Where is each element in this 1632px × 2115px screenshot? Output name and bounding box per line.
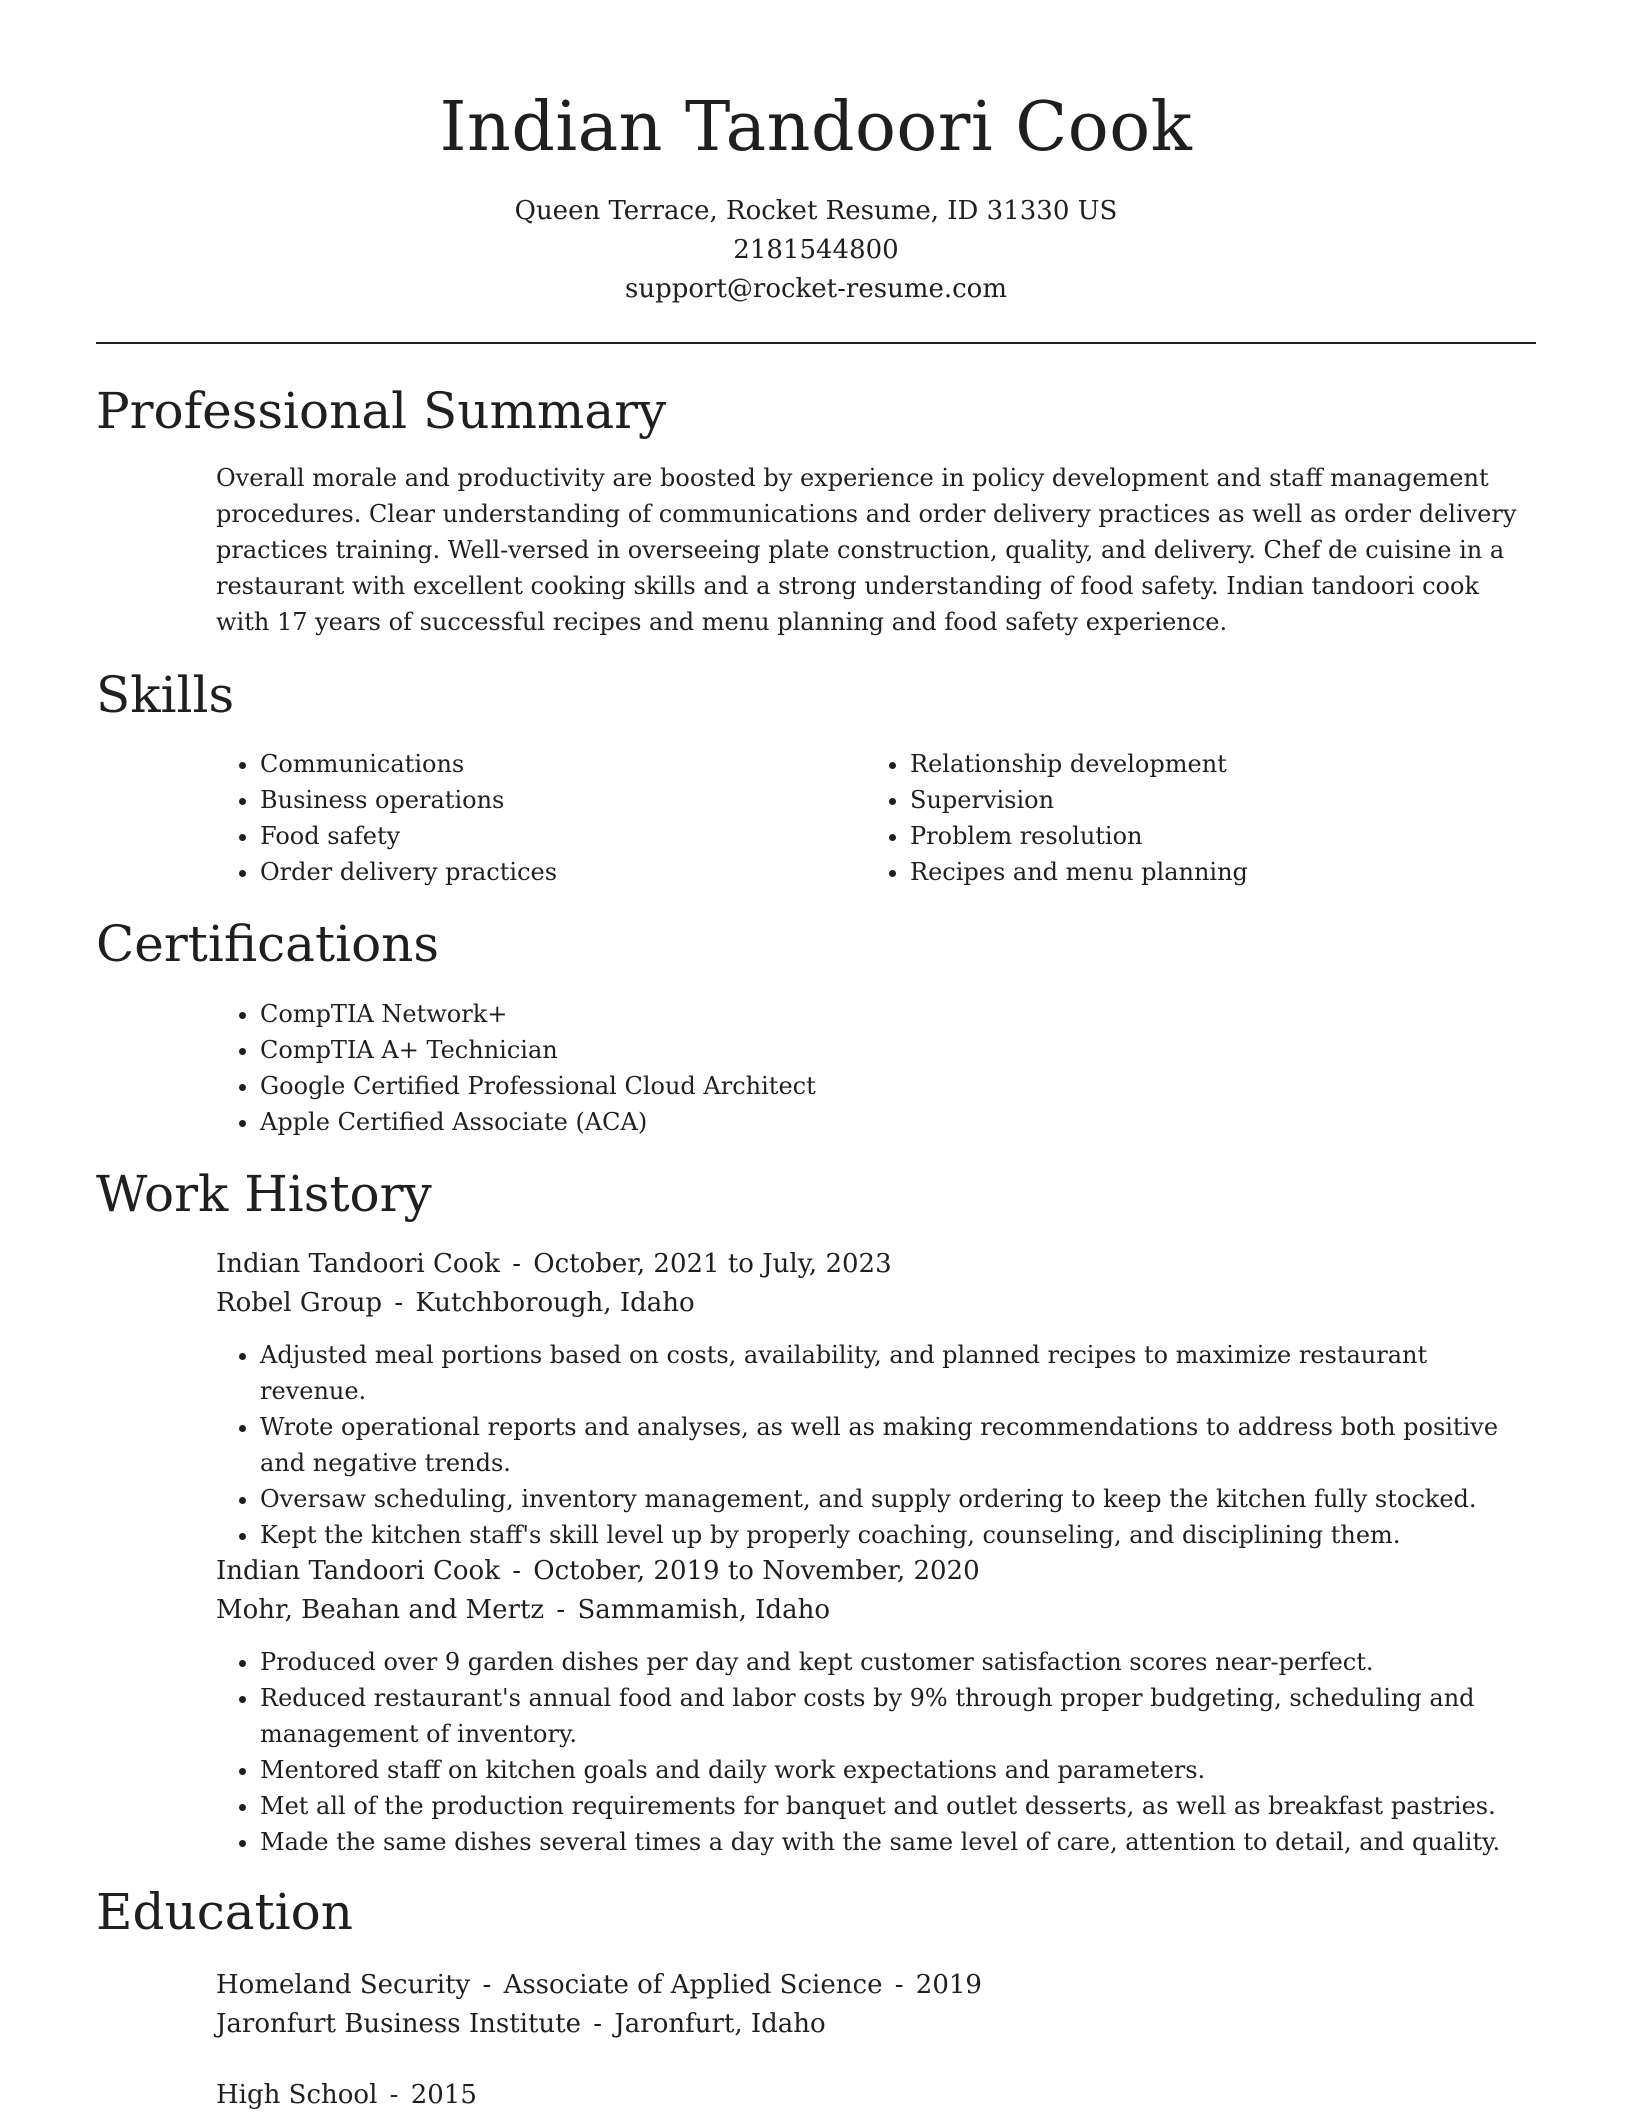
job-bullet: • Produced over 9 garden dishes per day and kept customer satisfaction scores near-perfect. xyxy=(260,1644,1536,1680)
job-entry xyxy=(216,1245,1536,1553)
skill-item: • Communications xyxy=(260,746,866,782)
summary-text: Overall morale and productivity are boosted by experience in policy development and staff management procedures. Clear understanding of communications and order delivery practices as well as order delivery practices training. Well-versed in overseeing plate construction, quality, and delivery. Chef de cuisine in a restaurant with excellent cooking skills and a strong understanding of food safety. Indian tandoori cook with 17 years of successful recipes and menu planning and food safety experience. xyxy=(216,464,1517,636)
job-dates: October, 2021 to July, 2023 xyxy=(533,1249,892,1279)
certification-item: • Apple Certified Associate (ACA) xyxy=(260,1104,1536,1140)
job-bullet: • Adjusted meal portions based on costs, availability, and planned recipes to maximize restaurant revenue. xyxy=(260,1337,1536,1409)
resume-header xyxy=(0,78,1632,309)
job-location: Sammamish, Idaho xyxy=(577,1595,830,1625)
job-company: Robel Group xyxy=(216,1288,383,1318)
education-school: Jaronfurt Business Institute xyxy=(216,2009,582,2039)
education-entry xyxy=(216,1966,1536,2044)
job-bullet: • Mentored staff on kitchen goals and daily work expectations and parameters. xyxy=(260,1752,1536,1788)
job-bullets xyxy=(216,1644,1536,1860)
job-bullet: • Wrote operational reports and analyses, as well as making recommendations to address both positive and negative trends. xyxy=(260,1409,1536,1481)
education-degree: Associate of Applied Science xyxy=(503,1970,883,2000)
education-field: Homeland Security xyxy=(216,1970,471,2000)
section-title-work-history: Work History xyxy=(96,1165,432,1223)
skills-column-left xyxy=(216,746,866,890)
address: Queen Terrace, Rocket Resume, ID 31330 US xyxy=(514,196,1118,226)
education-degree-line: Homeland Security - Associate of Applied Science - 2019 xyxy=(216,1970,982,2000)
skills-section xyxy=(216,746,1536,890)
job-bullet: • Oversaw scheduling, inventory management, and supply ordering to keep the kitchen fully stocked. xyxy=(260,1481,1536,1517)
certification-item: • CompTIA Network+ xyxy=(260,996,1536,1032)
education-degree-line: High School - 2015 xyxy=(216,2080,477,2110)
job-position: Indian Tandoori Cook xyxy=(216,1249,500,1279)
job-title-line: Indian Tandoori Cook - October, 2021 to July, 2023 xyxy=(216,1249,892,1279)
job-company: Mohr, Beahan and Mertz xyxy=(216,1595,545,1625)
certification-item: • Google Certified Professional Cloud Architect xyxy=(260,1068,1536,1104)
section-title-summary: Professional Summary xyxy=(96,382,667,440)
section-title-certifications: Certifications xyxy=(96,915,440,973)
job-bullet: • Kept the kitchen staff's skill level up by properly coaching, counseling, and disciplining them. xyxy=(260,1517,1536,1553)
certifications-section xyxy=(216,996,1536,1140)
skill-item: • Food safety xyxy=(260,818,866,854)
header-divider xyxy=(96,342,1536,344)
section-title-education: Education xyxy=(96,1883,353,1941)
job-location: Kutchborough, Idaho xyxy=(415,1288,695,1318)
skill-item: • Recipes and menu planning xyxy=(910,854,1516,890)
education-school-line: Jaronfurt Business Institute - Jaronfurt, Idaho xyxy=(216,2009,826,2039)
certification-item: • CompTIA A+ Technician xyxy=(260,1032,1536,1068)
job-dates: October, 2019 to November, 2020 xyxy=(533,1556,980,1586)
education-year: 2015 xyxy=(410,2080,477,2110)
contact-info xyxy=(0,192,1632,309)
job-bullets xyxy=(216,1337,1536,1553)
job-company-line: Mohr, Beahan and Mertz - Sammamish, Idaho xyxy=(216,1595,830,1625)
education-year: 2019 xyxy=(915,1970,982,2000)
phone: 2181544800 xyxy=(733,235,899,265)
skill-item: • Order delivery practices xyxy=(260,854,866,890)
section-title-skills: Skills xyxy=(96,666,235,724)
job-bullet: • Made the same dishes several times a day with the same level of care, attention to detail, and quality. xyxy=(260,1824,1536,1860)
job-title-line: Indian Tandoori Cook - October, 2019 to November, 2020 xyxy=(216,1556,980,1586)
education-field: High School xyxy=(216,2080,378,2110)
education-location: Jaronfurt, Idaho xyxy=(614,2009,826,2039)
candidate-name: Indian Tandoori Cook xyxy=(439,88,1193,167)
summary-section xyxy=(216,460,1536,640)
email: support@rocket-resume.com xyxy=(624,274,1007,304)
job-entry xyxy=(216,1552,1536,1860)
job-bullet: • Reduced restaurant's annual food and labor costs by 9% through proper budgeting, scheduling and management of inventory. xyxy=(260,1680,1536,1752)
skill-item: • Supervision xyxy=(910,782,1516,818)
education-entry xyxy=(216,2076,1536,2115)
skills-column-right xyxy=(866,746,1516,890)
skill-item: • Problem resolution xyxy=(910,818,1516,854)
job-bullet: • Met all of the production requirements for banquet and outlet desserts, as well as breakfast pastries. xyxy=(260,1788,1536,1824)
skill-item: • Business operations xyxy=(260,782,866,818)
job-position: Indian Tandoori Cook xyxy=(216,1556,500,1586)
skill-item: • Relationship development xyxy=(910,746,1516,782)
job-company-line: Robel Group - Kutchborough, Idaho xyxy=(216,1288,695,1318)
